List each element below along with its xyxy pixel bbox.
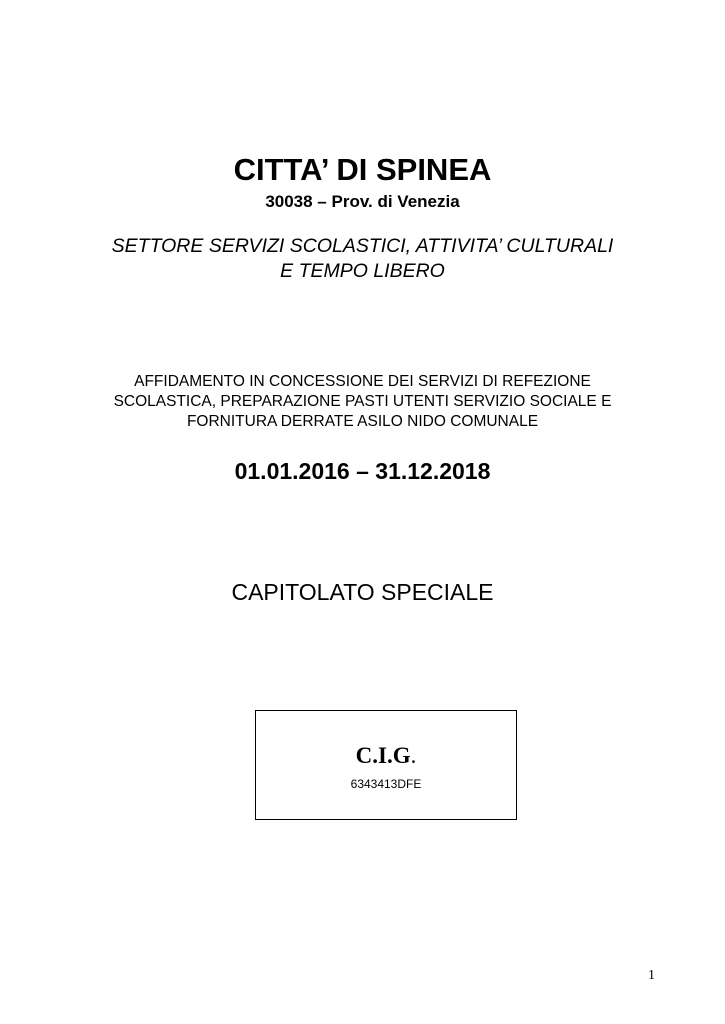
cig-label-text: C.I.G (355, 743, 411, 768)
sector-line-2: E TEMPO LIBERO (280, 260, 445, 282)
page-number: 1 (648, 968, 655, 983)
contract-period: 01.01.2016 – 31.12.2018 (234, 458, 491, 484)
cig-code: 6343413DFE (350, 777, 422, 791)
sector-heading (0, 234, 725, 284)
cig-label-dot: . (410, 743, 417, 768)
document-type-title: CAPITOLATO SPECIALE (231, 579, 494, 605)
city-title: CITTA’ DI SPINEA (233, 152, 492, 187)
subject-line-1: AFFIDAMENTO IN CONCESSIONE DEI SERVIZI DI REFEZIONE (134, 373, 591, 390)
cig-box (255, 710, 517, 820)
cig-label (256, 743, 516, 769)
sector-line-1: SETTORE SERVIZI SCOLASTICI, ATTIVITA’ CULTURALI (111, 235, 614, 257)
province-subtitle: 30038 – Prov. di Venezia (265, 192, 460, 211)
subject-line-2: SCOLASTICA, PREPARAZIONE PASTI UTENTI SERVIZIO SOCIALE E (113, 393, 612, 410)
subject-line-3: FORNITURA DERRATE ASILO NIDO COMUNALE (186, 413, 539, 430)
contract-subject (0, 372, 725, 432)
